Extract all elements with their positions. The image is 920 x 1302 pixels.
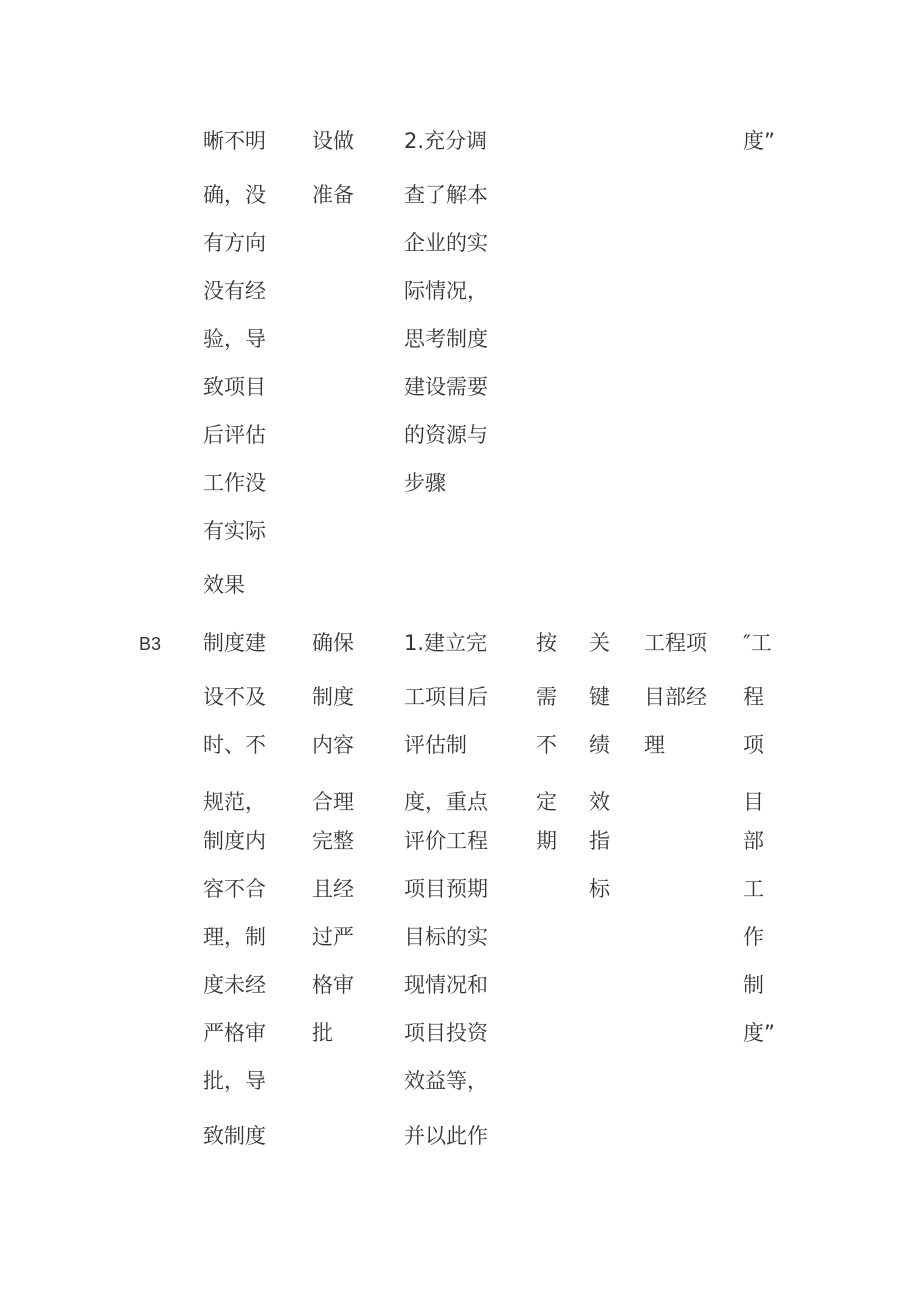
text-line: 度” (743, 1021, 775, 1045)
text-line: 目部经 (644, 685, 707, 709)
text-line: 建设需要 (404, 375, 488, 399)
text-line: 过严 (312, 925, 354, 949)
text-line: 致项目 (203, 375, 266, 399)
text-line: 步骤 (404, 471, 446, 495)
text-line: 晰不明 (203, 129, 266, 153)
text-line: 键 (589, 685, 610, 709)
text-line: 度，重点 (404, 790, 488, 814)
text-line: 设不及 (203, 685, 266, 709)
text-line: 绩 (589, 733, 610, 757)
text-line: 作 (743, 925, 764, 949)
text-line: 后评估 (203, 423, 266, 447)
text-line: 的资源与 (404, 423, 488, 447)
text-line: 效果 (203, 573, 245, 597)
text-line: 目标的实 (404, 925, 488, 949)
text-line: 工作没 (203, 471, 266, 495)
text-line: 评价工程 (404, 829, 488, 853)
text-line: 评估制 (404, 733, 467, 757)
text-line: 理 (644, 733, 665, 757)
text-line: 工程项 (644, 631, 707, 655)
text-line: 验，导 (203, 327, 266, 351)
text-line: 部 (743, 829, 764, 853)
text-line: 有实际 (203, 519, 266, 543)
text-line: 标 (589, 877, 610, 901)
text-line: 目 (743, 790, 764, 814)
text-line: 度未经 (203, 973, 266, 997)
text-line: 现情况和 (404, 973, 488, 997)
text-line: 2.充分调 (404, 129, 488, 153)
text-line: 理，制 (203, 925, 266, 949)
text-line: 制度 (312, 685, 354, 709)
text-line: 确，没 (203, 183, 266, 207)
text-line: 批，导 (203, 1069, 266, 1093)
text-line: 确保 (312, 631, 354, 655)
text-line: 效益等， (404, 1069, 488, 1093)
text-line: 查了解本 (404, 183, 488, 207)
text-line: 批 (312, 1021, 333, 1045)
text-line: 1.建立完 (404, 631, 488, 655)
text-line: 有方向 (203, 231, 266, 255)
text-line: 制度建 (203, 631, 266, 655)
text-line: 定 (536, 790, 557, 814)
text-line: 项目投资 (404, 1021, 488, 1045)
text-line: 项目预期 (404, 877, 488, 901)
row-id: B3 (139, 634, 162, 654)
text-line: 思考制度 (404, 327, 488, 351)
text-line: 效 (589, 790, 610, 814)
text-line: 没有经 (203, 279, 266, 303)
text-line: 工 (743, 877, 764, 901)
text-line: 制 (743, 973, 764, 997)
text-line: 制度内 (203, 829, 266, 853)
text-line: 程 (743, 685, 764, 709)
text-line: 工项目后 (404, 685, 488, 709)
text-line: 设做 (312, 129, 354, 153)
text-line: 内容 (312, 733, 354, 757)
text-line: 际情况， (404, 279, 488, 303)
text-line: 项 (743, 733, 764, 757)
text-line: 指 (589, 829, 610, 853)
text-line: 合理 (312, 790, 354, 814)
text-line: 且经 (312, 877, 354, 901)
text-line: 严格审 (203, 1021, 266, 1045)
text-line: 致制度 (203, 1124, 266, 1148)
text-line: 格审 (312, 973, 354, 997)
text-line: 期 (536, 829, 557, 853)
text-line: 度” (743, 129, 775, 153)
text-line: 关 (589, 631, 610, 655)
text-line: 容不合 (203, 877, 266, 901)
text-line: 完整 (312, 829, 354, 853)
text-line: 规范， (203, 790, 266, 814)
text-line: 不 (536, 733, 557, 757)
text-line: 准备 (312, 183, 354, 207)
text-line: 企业的实 (404, 231, 488, 255)
text-line: ″工 (743, 631, 772, 655)
text-line: 并以此作 (404, 1124, 488, 1148)
text-line: 需 (536, 685, 557, 709)
text-line: 按 (536, 631, 557, 655)
text-line: 时、不 (203, 733, 266, 757)
